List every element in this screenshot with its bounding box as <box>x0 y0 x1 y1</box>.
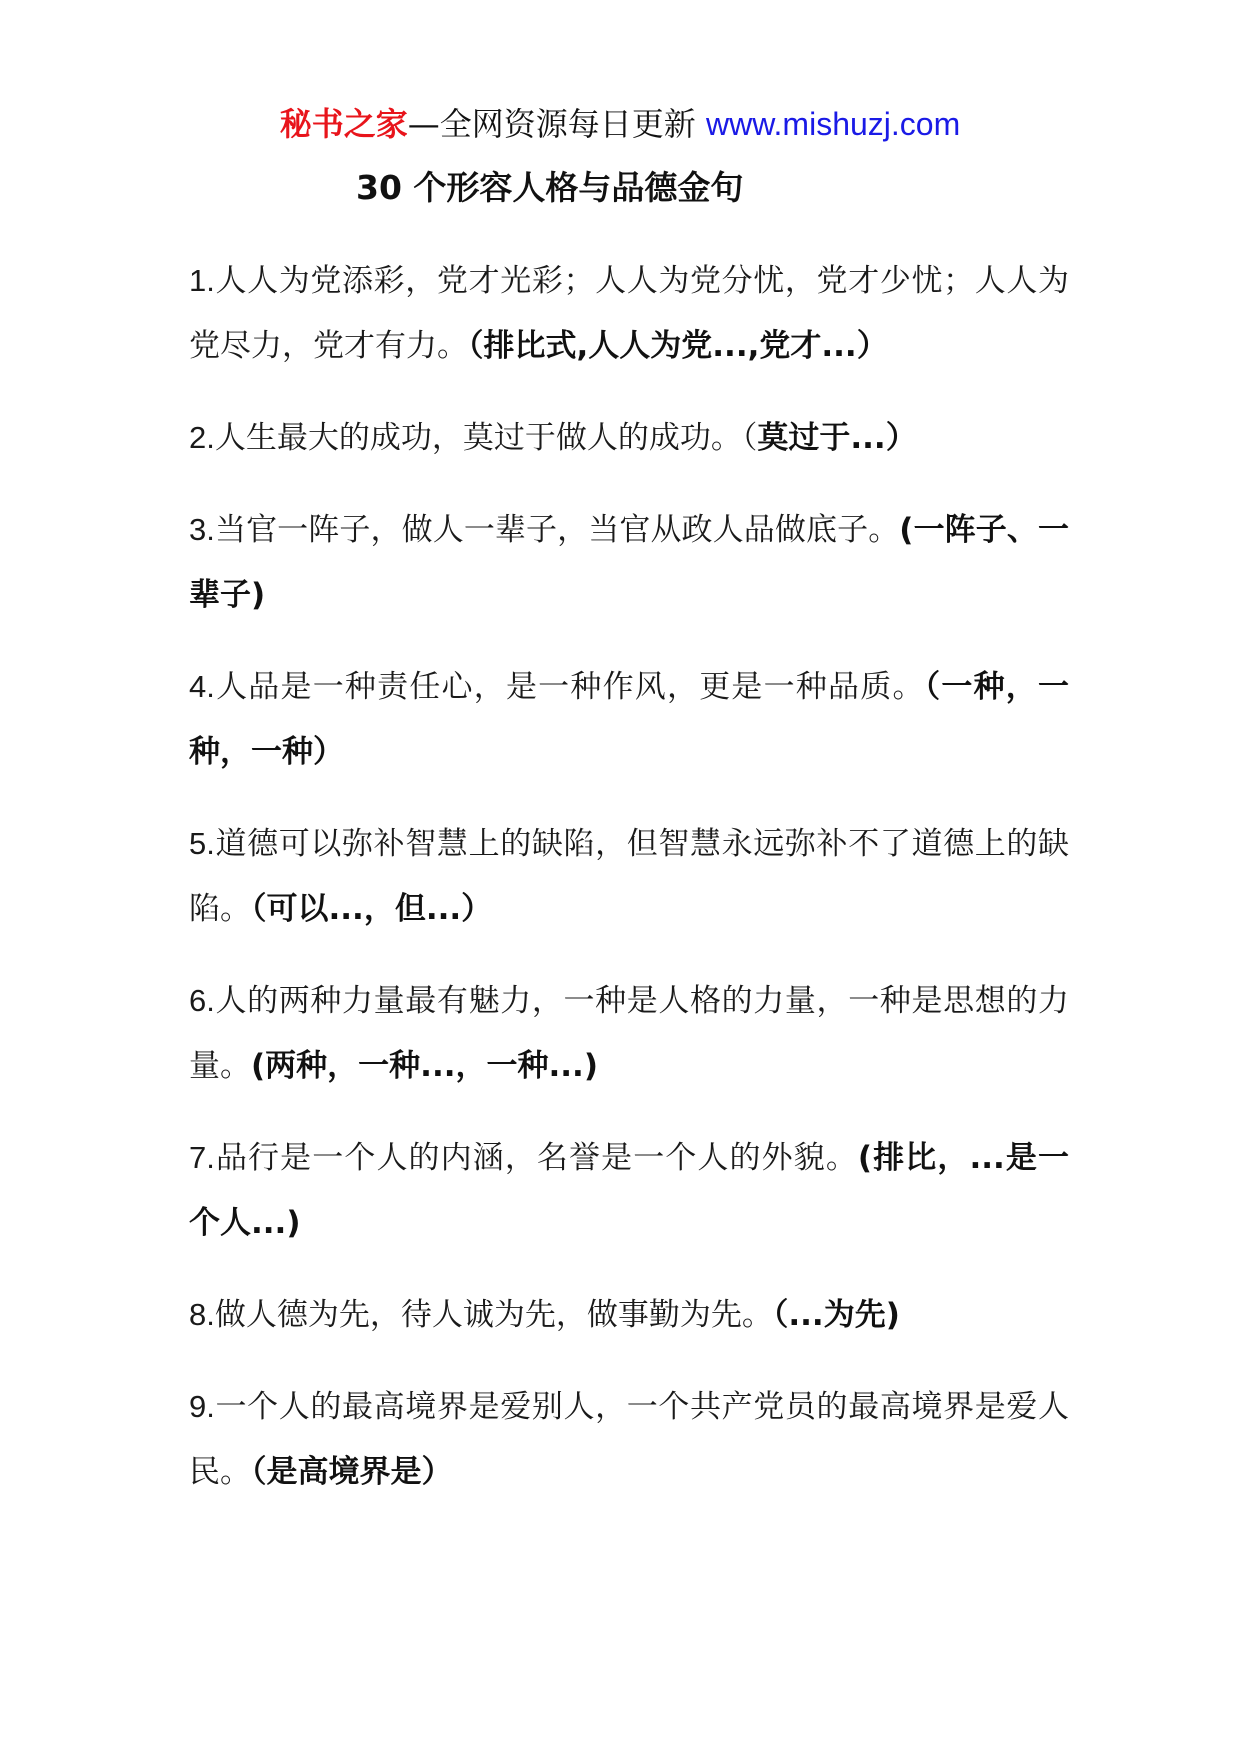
quote-note: (两种，一种...，一种...) <box>251 1048 598 1084</box>
quote-item <box>189 811 1069 942</box>
quote-text: 一个人的最高境界是爱别人，一个共产党员的最高境界是爱人民。 <box>189 1389 1069 1490</box>
quote-number: 4. <box>189 669 215 704</box>
quote-note: (一阵子、一辈子) <box>189 512 1069 613</box>
site-url-link[interactable]: www.mishuzj.com <box>705 106 961 142</box>
quote-item <box>189 654 1069 785</box>
quote-number: 7. <box>189 1140 215 1175</box>
quote-number: 2. <box>189 420 215 455</box>
document-title: 30 个形容人格与品德金句 <box>356 168 744 207</box>
quote-note: 莫过于...） <box>757 420 917 456</box>
site-header <box>0 98 1240 150</box>
quote-item <box>189 1282 1069 1348</box>
quote-text: 当官一阵子，做人一辈子，当官从政人品做底子。 <box>214 512 900 548</box>
quote-note: （是高境界是） <box>251 1454 453 1490</box>
quote-number: 3. <box>189 512 215 547</box>
quote-text: 品行是一个人的内涵，名誉是一个人的外貌。 <box>214 1140 858 1176</box>
quote-text: 人生最大的成功，莫过于做人的成功。（ <box>214 420 758 456</box>
quote-item <box>189 248 1069 379</box>
quote-note: （排比式,人人为党...,党才...） <box>468 328 888 364</box>
quote-item <box>189 968 1069 1099</box>
quote-note: （...为先) <box>772 1297 900 1333</box>
quote-list <box>189 248 1069 1531</box>
quote-number: 6. <box>189 983 215 1018</box>
quote-item <box>189 1374 1069 1505</box>
quote-text: 人的两种力量最有魅力，一种是人格的力量，一种是思想的力量。 <box>189 983 1069 1084</box>
quote-item <box>189 405 1069 471</box>
quote-number: 1. <box>189 263 215 298</box>
header-tagline: —全网资源每日更新 <box>407 105 706 143</box>
quote-text: 道德可以弥补智慧上的缺陷，但智慧永远弥补不了道德上的缺陷。 <box>189 826 1069 927</box>
quote-number: 5. <box>189 826 215 861</box>
quote-note: （可以...，但...） <box>251 891 493 927</box>
quote-text: 人人为党添彩，党才光彩；人人为党分忧，党才少忧；人人为党尽力，党才有力。 <box>189 263 1069 364</box>
brand-name: 秘书之家 <box>279 105 408 143</box>
quote-note: (排比，...是一个人...) <box>189 1140 1070 1241</box>
quote-note: （一种，一种，一种） <box>189 669 1070 770</box>
quote-number: 8. <box>189 1297 215 1332</box>
quote-number: 9. <box>189 1389 215 1424</box>
quote-item <box>189 497 1069 628</box>
quote-text: 做人德为先，待人诚为先，做事勤为先。 <box>214 1297 773 1333</box>
quote-item <box>189 1125 1069 1256</box>
quote-text: 人品是一种责任心，是一种作风，更是一种品质。 <box>214 669 925 705</box>
